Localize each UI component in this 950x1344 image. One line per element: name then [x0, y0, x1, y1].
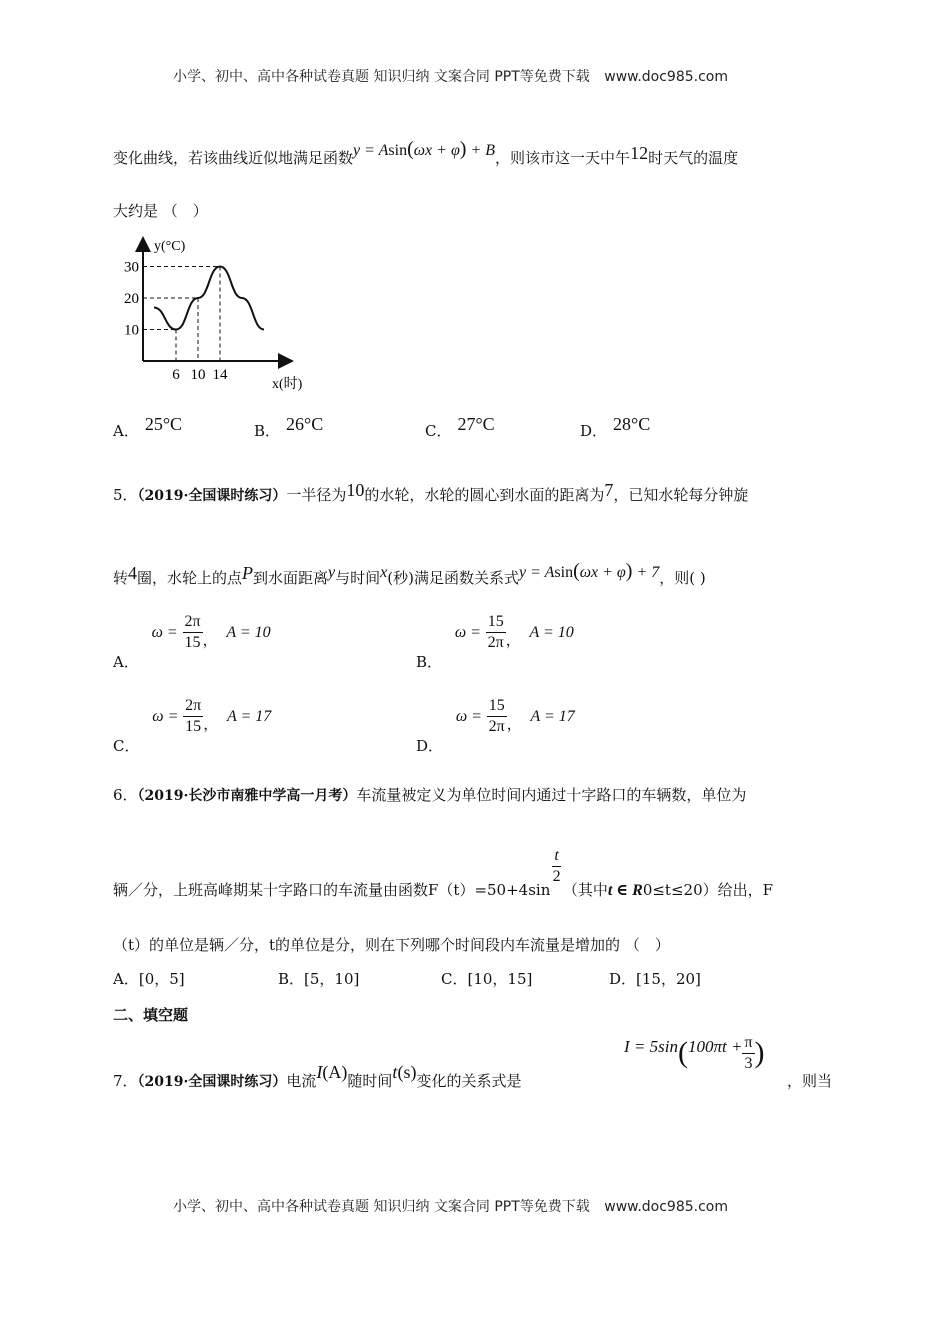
q5-text-h: (秒)满足函数关系式	[387, 569, 519, 587]
q4-option-d[interactable]	[580, 414, 651, 441]
q5-option-b-omega: ω =	[454, 623, 481, 641]
q5-formula-arg: ωx + φ	[579, 564, 626, 581]
q4-formula-tail: + B	[470, 142, 496, 159]
q6-option-a-value: [0，5]	[138, 970, 185, 988]
q4-option-d-value: 28°C	[613, 414, 651, 434]
q5-text-e: 圈，水轮上的点	[137, 569, 243, 587]
q5-option-b-label: B．	[416, 652, 443, 671]
q6-text-c: （其中	[562, 880, 608, 899]
q5-text-f: 到水面距离	[253, 569, 329, 587]
q6-option-a-label: A．	[113, 970, 139, 988]
q6-text-b: 辆／分，上班高峰期某十字路口的车流量由函数F（t）=50+4sin	[113, 880, 551, 899]
q5-number: 5．	[113, 486, 138, 504]
q5-option-b-amp: A = 10	[529, 623, 574, 641]
q6-line2	[113, 846, 774, 899]
page-header	[173, 66, 728, 86]
q5-radius: 10	[346, 480, 365, 500]
q5-option-b-num: 15	[486, 612, 506, 633]
q7-formula-lhs: I = 5sin	[624, 1037, 678, 1056]
footer-text: 小学、初中、高中各种试卷真题 知识归纳 文案合同 PPT等免费下载	[173, 1199, 590, 1215]
q5-turns: 4	[128, 563, 138, 583]
x-tick-label: 6	[172, 367, 180, 383]
q4-noon: 12	[630, 143, 649, 163]
q5-option-a-den: 15	[184, 634, 201, 651]
q5-text-a: 一半径为	[286, 486, 347, 504]
q5-formula-sin: sin	[554, 564, 574, 581]
q5-option-c-amp: A = 17	[227, 707, 272, 725]
q5-formula: y = Asin(ωx + φ) + 7	[519, 560, 660, 582]
q7-text-a: 电流	[286, 1072, 317, 1090]
q4-text-b: ，则该市这一天中午	[495, 149, 631, 167]
q5-option-a-omega: ω =	[151, 623, 178, 641]
q6-option-b-label: B．	[278, 970, 305, 988]
q5-option-c[interactable]	[113, 696, 272, 755]
q4-option-d-label: D．	[580, 422, 608, 440]
q5-option-c-omega: ω =	[152, 707, 179, 725]
q5-point: P	[242, 563, 254, 583]
q6-option-d-value: [15，20]	[636, 970, 701, 988]
q7-frac-num: π	[742, 1033, 754, 1054]
q6-condition: t ∈ R	[607, 881, 643, 899]
q5-option-d-amp: A = 17	[530, 707, 575, 725]
q7-fraction	[742, 1033, 754, 1074]
q5-text-b: 的水轮，水轮的圆心到水面的距离为	[364, 486, 605, 504]
section-title: 二、填空题	[113, 1006, 189, 1024]
q5-option-d-den: 2π	[488, 718, 505, 735]
x-tick-label: 10	[190, 367, 206, 383]
q4-line1	[113, 138, 739, 169]
q5-option-c-den: 15	[185, 718, 202, 735]
q5-option-b-den: 2π	[487, 634, 504, 651]
x-tick-label: 14	[212, 367, 228, 383]
sine-curve	[154, 267, 264, 330]
q4-text-a: 变化曲线，若该曲线近似地满足函数	[113, 149, 354, 167]
q5-text-d: 转	[113, 569, 129, 587]
q5-option-d-fraction	[487, 696, 507, 737]
q7-formula: I = 5sin(100πt + $\frac{\pi}{3}$ )	[624, 1034, 765, 1072]
q7-ampere: A	[328, 1062, 342, 1082]
q5-option-c-label: C．	[113, 736, 140, 755]
q5-option-d-sep: ，	[506, 714, 522, 733]
q4-option-c-label: C．	[425, 422, 452, 440]
q4-line2: 大约是 （ ）	[113, 202, 208, 220]
q7-source: （2019·全国课时练习）	[137, 1074, 287, 1090]
q5-option-c-num: 2π	[183, 696, 203, 717]
header-url: www.doc985.com	[604, 69, 728, 85]
q5-option-d-num: 15	[487, 696, 507, 717]
q5-option-d-omega: ω =	[455, 707, 482, 725]
q5-source: （2019·全国课时练习）	[137, 488, 287, 504]
q5-option-c-fraction	[183, 696, 203, 737]
q6-option-c-label: C．	[441, 970, 468, 988]
q7-frac-den: 3	[744, 1055, 753, 1072]
q5-line2	[113, 560, 706, 589]
q6-fraction	[552, 846, 560, 887]
q5-distance: 7	[604, 480, 614, 500]
q6-option-d-label: D．	[609, 970, 637, 988]
q6-line1	[113, 784, 746, 805]
page-footer	[173, 1196, 728, 1216]
q6-option-a[interactable]	[113, 968, 185, 989]
q6-line3: （t）的单位是辆／分，t的单位是分，则在下列哪个时间段内车流量是增加的 （ ）	[113, 936, 670, 954]
q5-option-a-num: 2π	[183, 612, 203, 633]
q5-option-a-fraction	[183, 612, 203, 653]
y-tick-label: 20	[124, 291, 139, 307]
q5-option-d[interactable]	[416, 696, 575, 755]
q5-line1	[113, 480, 749, 505]
q6-text-a: 车流量被定义为单位时间内通过十字路口的车辆数，单位为	[356, 786, 747, 804]
q7-formula-mid: 100πt +	[687, 1037, 743, 1056]
q4-option-b-value: 26°C	[286, 414, 324, 434]
q7-I: I	[316, 1062, 323, 1082]
q6-option-b[interactable]	[278, 968, 359, 989]
q5-option-b-fraction	[486, 612, 506, 653]
temperature-chart	[110, 228, 330, 400]
q5-option-a-label: A．	[113, 652, 139, 671]
q4-option-c[interactable]	[425, 414, 495, 441]
q5-formula-lhs: y = A	[519, 564, 555, 581]
q6-option-b-value: [5，10]	[304, 970, 360, 988]
q5-option-a[interactable]	[113, 612, 271, 671]
q5-formula-tail: + 7	[636, 564, 660, 581]
q7-number: 7．	[113, 1072, 138, 1090]
q6-option-d[interactable]	[609, 968, 701, 989]
q7-text-b: 随时间	[347, 1072, 393, 1090]
q4-option-b-label: B．	[254, 422, 281, 440]
q4-formula-sin: sin	[388, 142, 408, 159]
q5-option-c-sep: ，	[203, 714, 219, 733]
q5-text-i: ，则( )	[659, 569, 706, 587]
y-tick-label: 30	[124, 259, 139, 276]
q6-number: 6．	[113, 786, 138, 804]
q5-option-a-sep: ，	[202, 630, 218, 649]
q6-frac-num: t	[554, 847, 559, 864]
q5-y: y	[328, 564, 336, 581]
q4-formula-lhs: y = A	[353, 142, 389, 159]
q5-text-g: 与时间	[335, 569, 381, 587]
y-tick-label: 10	[124, 322, 139, 339]
q7-t: t	[392, 1062, 398, 1082]
q6-source: （2019·长沙市南雅中学高一月考）	[137, 788, 357, 804]
q5-x: x	[380, 564, 388, 581]
q7-text-d: ，则当	[787, 1072, 833, 1090]
q5-option-b[interactable]	[416, 612, 574, 671]
q7-line1	[113, 1040, 522, 1090]
q4-option-b[interactable]	[254, 414, 324, 441]
x-axis-label: x(时)	[272, 377, 303, 392]
q4-formula: y = Asin(ωx + φ) + B	[353, 138, 496, 160]
q6-text-d: 0≤t≤20）给出，F	[642, 880, 774, 899]
q4-option-a[interactable]	[113, 414, 183, 441]
q6-option-c-value: [10，15]	[467, 970, 533, 988]
q4-option-a-label: A．	[113, 422, 139, 440]
q6-frac-den: 2	[552, 868, 561, 885]
q5-option-b-sep: ，	[505, 630, 521, 649]
q7-text-c: 变化的关系式是	[416, 1072, 522, 1090]
q7-time: t(s)	[392, 1062, 417, 1082]
q4-option-a-value: 25°C	[144, 414, 183, 434]
footer-url: www.doc985.com	[604, 1199, 728, 1215]
header-text: 小学、初中、高中各种试卷真题 知识归纳 文案合同 PPT等免费下载	[173, 69, 590, 85]
q5-text-c: ，已知水轮每分钟旋	[613, 486, 749, 504]
q5-option-d-label: D．	[416, 736, 444, 755]
q6-option-c[interactable]	[441, 968, 532, 989]
q4-text-c: 时天气的温度	[648, 149, 739, 167]
y-axis-label: y(°C)	[154, 239, 186, 254]
q7-seconds: s	[403, 1062, 411, 1082]
q5-option-a-amp: A = 10	[226, 623, 271, 641]
q7-current: I(A)	[316, 1062, 348, 1082]
q4-option-c-value: 27°C	[457, 414, 495, 434]
q4-formula-arg: ωx + φ	[413, 142, 460, 159]
